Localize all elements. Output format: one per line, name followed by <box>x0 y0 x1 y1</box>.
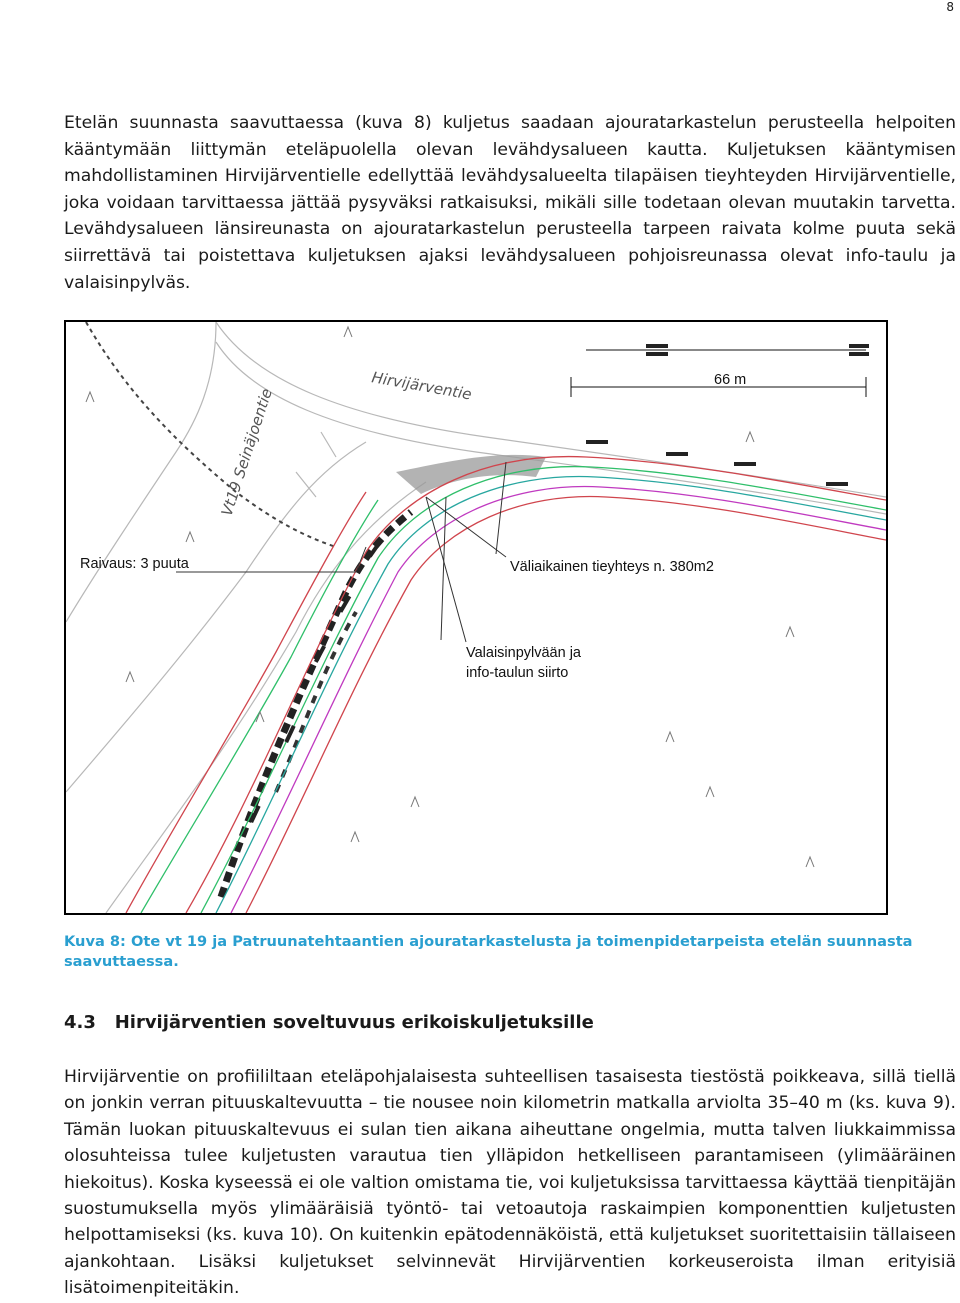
temporary-road-area <box>396 455 546 494</box>
route-plan-drawing <box>66 322 886 913</box>
section-heading <box>64 1012 594 1033</box>
tree-markers <box>86 327 814 867</box>
label-move-line2: info-taulun siirto <box>466 665 569 681</box>
figure-caption: Kuva 8: Ote vt 19 ja Patruunatehtaantien ajouratarkastelusta ja toimenpidetarpeista etelän suunnasta saavuttaessa. <box>64 933 913 970</box>
paragraph-intro: Etelän suunnasta saavuttaessa (kuva 8) kuljetus saadaan ajouratarkastelun perusteella helpoiten kääntymään liittymän eteläpuolella olevan levähdysalueen kautta. Kuljetuksen kääntymisen mahdollistaminen Hirvijärventielle edellyttää levähdysalueelta tilapäisen tieyhteyden Hirvijärventielle, joka voidaan tarvittaessa jättää pysyväksi ratkaisuksi, mikäli sille todetaan olevan muutakin tarvetta. Levähdysalueen länsireunasta on ajouratarkastelun perusteella tarpeen raivata kolme puuta sekä siirrettävä tai poistettava kuljetuksen ajaksi levähdysalueen pohjoisreunassa olevat info-taulu ja valaisinpylväs. <box>64 113 956 293</box>
label-temporary-road: Väliaikainen tieyhteys n. 380m2 <box>510 559 714 575</box>
label-clearing: Raivaus: 3 puuta <box>80 556 189 572</box>
section-number: 4.3 <box>64 1012 96 1033</box>
road-shoulder-hatch <box>86 322 411 897</box>
paragraph-section: Hirvijärventie on profiililtaan eteläpohjalaisesta suhteellisen tasaisesta tiestöstä poikkeava, sillä tiellä on jonkin verran pituuskaltevuutta – tie nousee noin kilometrin matkalla arviolta 35–40 m (ks. kuva 9). Tämän luokan pituuskaltevuus ei sulan tien aikana aiheuttane ongelmia, mutta talven liukkaimmissa olosuhteissa tulee kuljetusten varautua tien ylläpidon hetkelliseen parantamiseen (ylimääräinen hiekoitus). Koska kyseessä ei ole valtion omistama tie, voi kuljetuksissa tarvittaessa käyttää tienpitäjän suostumuksella myös ylimääräisiä työntö- tai vetoautoja raskaimpien komponenttien kuljetusten helpottamiseksi (ks. kuva 10). On kuitenkin epätodennäköistä, että kuljetukset suoritettaisiin tällaiseen ajankohtaan. Lisäksi kuljetukset selvinnevät Hirvijärventien korkeuseroista ilman erityisiä lisätoimenpiteitäkin. <box>64 1067 956 1299</box>
road-label-hirvijarventie: Hirvijärventie <box>370 368 473 404</box>
road-label-vt19: Vt19 Seinäjoentie <box>217 386 276 519</box>
dimension-label: 66 m <box>714 372 747 388</box>
label-move-line1: Valaisinpylvään ja <box>466 645 581 661</box>
road-edges <box>66 322 886 913</box>
section-title: Hirvijärventien soveltuvuus erikoiskuljetuksille <box>114 1012 594 1033</box>
route-plan-figure <box>64 320 888 915</box>
vehicle-symbols <box>249 344 869 823</box>
page-number: 8 <box>946 0 954 14</box>
